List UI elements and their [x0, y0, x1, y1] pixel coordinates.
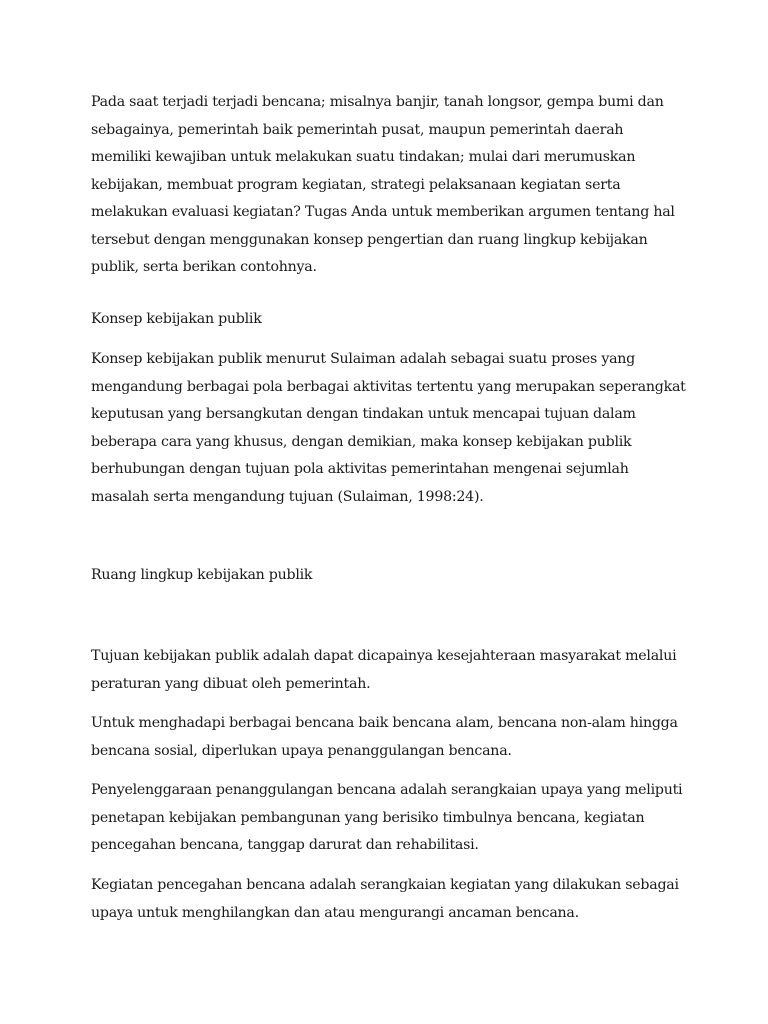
konsep-paragraph: Konsep kebijakan publik menurut Sulaiman adalah sebagai suatu proses yang mengandung berbagai pola berbagai aktivitas tertentu yang merupakan seperangkat keputusan yang bersangkutan dengan tindakan untuk mencapai tujuan dalam beberapa cara yang khusus, dengan demikian, maka konsep kebijakan publik berhubungan dengan tujuan pola aktivitas pemerintahan mengenai sejumlah masalah serta mengandung tujuan (Sulaiman, 1998:24).	[91, 351, 686, 505]
section-heading-ruang-lingkup: Ruang lingkup kebijakan publik	[91, 567, 313, 583]
section-heading-konsep: Konsep kebijakan publik	[91, 311, 262, 327]
menghadapi-bencana-paragraph: Untuk menghadapi berbagai bencana baik bencana alam, bencana non-alam hingga bencana sosial, diperlukan upaya penanggulangan bencana.	[91, 715, 678, 759]
penyelenggaraan-paragraph: Penyelenggaraan penanggulangan bencana adalah serangkaian upaya yang meliputi penetapan kebijakan pembangunan yang berisiko timbulnya bencana, kegiatan pencegahan bencana, tanggap darurat dan rehabilitasi.	[91, 782, 683, 853]
pencegahan-paragraph: Kegiatan pencegahan bencana adalah serangkaian kegiatan yang dilakukan sebagai upaya untuk menghilangkan dan atau mengurangi ancaman bencana.	[91, 877, 679, 921]
intro-paragraph: Pada saat terjadi terjadi bencana; misalnya banjir, tanah longsor, gempa bumi dan sebagainya, pemerintah baik pemerintah pusat, maupun pemerintah daerah memiliki kewajiban untuk melakukan suatu tindakan; mulai dari merumuskan kebijakan, membuat program kegiatan, strategi pelaksanaan kegiatan serta melakukan evaluasi kegiatan? Tugas Anda untuk memberikan argumen tentang hal tersebut dengan menggunakan konsep pengertian dan ruang lingkup kebijakan publik, serta berikan contohnya.	[91, 94, 675, 275]
tujuan-paragraph: Tujuan kebijakan publik adalah dapat dicapainya kesejahteraan masyarakat melalui peraturan yang dibuat oleh pemerintah.	[91, 648, 677, 692]
